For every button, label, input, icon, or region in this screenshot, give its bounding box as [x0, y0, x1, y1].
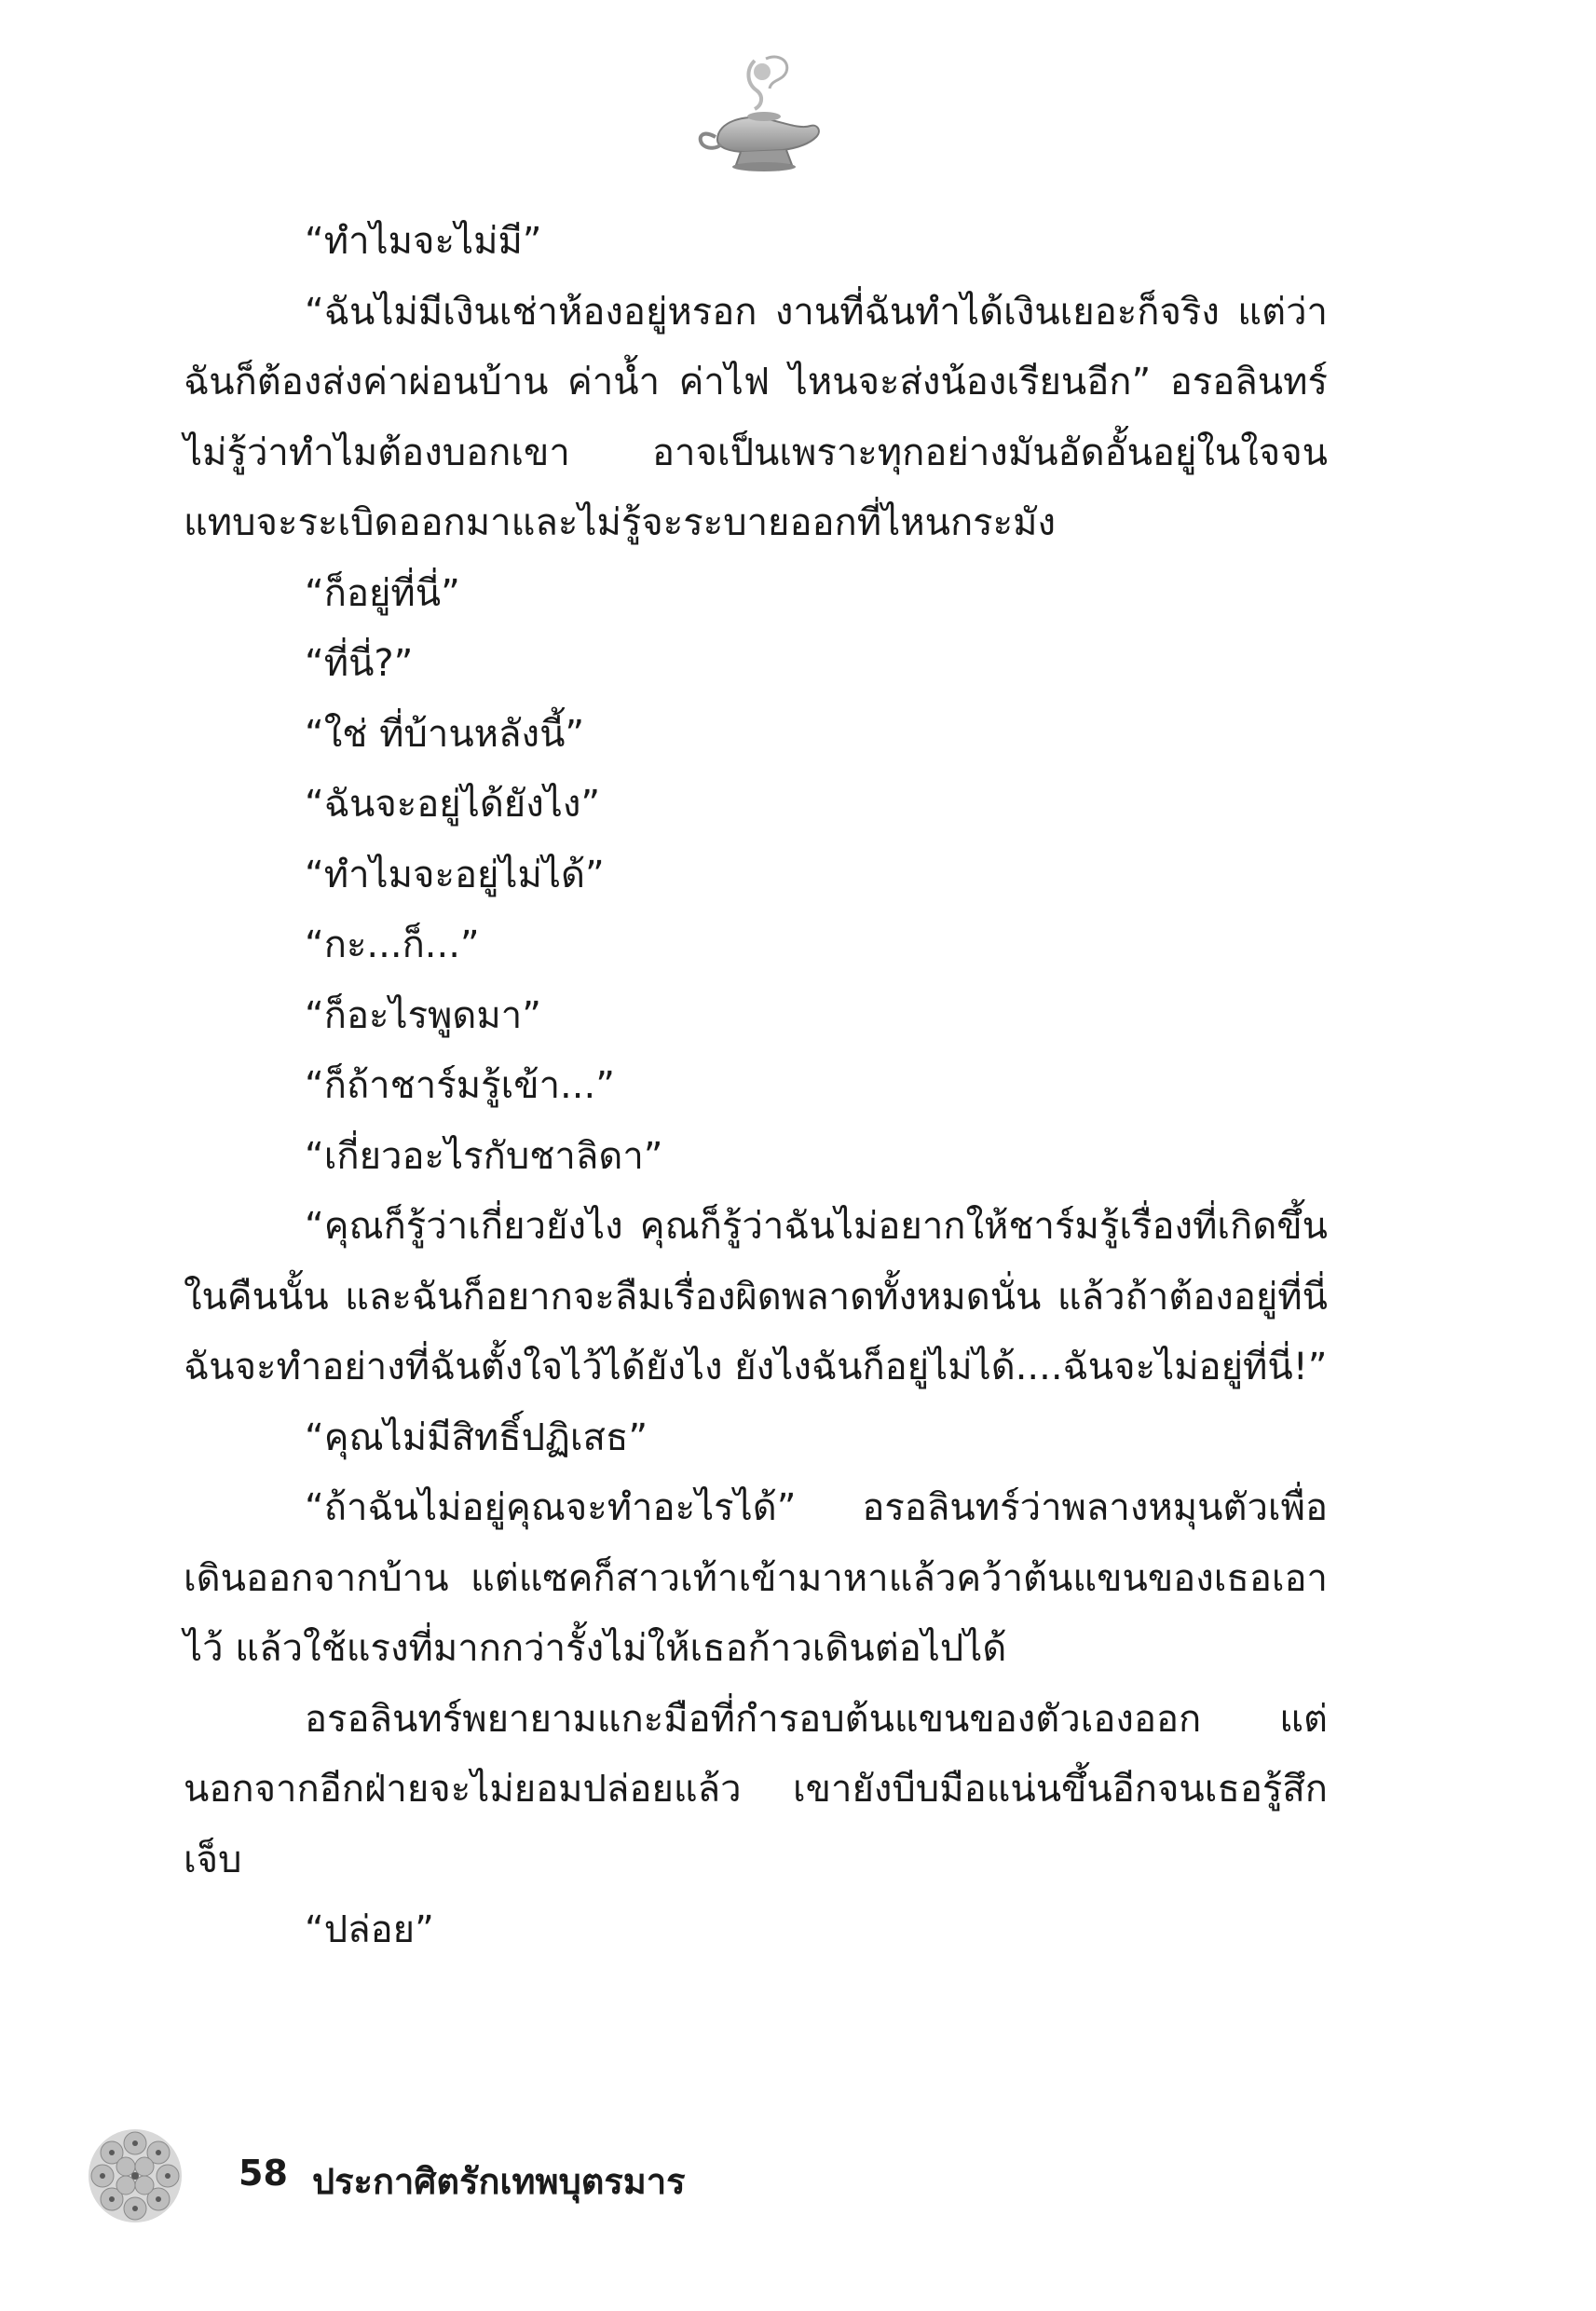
paragraph: “ถ้าฉันไม่อยู่คุณจะทำอะไรได้” อรอลินทร์ว่าพลางหมุนตัวเพื่อเดินออกจากบ้าน แต่แซคก็สาวเท้าเข้ามาหาแล้วคว้าต้นแขนของเธอเอาไว้ แล้วใช้แรงที่มากกว่ารั้งไม่ให้เธอก้าวเดินต่อไปได้ — [184, 1486, 1328, 1670]
flower-icon — [75, 2115, 196, 2236]
paragraph: “คุณไม่มีสิทธิ์ปฏิเสธ” — [305, 1415, 648, 1459]
paragraph: “ฉันไม่มีเงินเช่าห้องอยู่หรอก งานที่ฉันทำได้เงินเยอะก็จริง แต่ว่าฉันก็ต้องส่งค่าผ่อนบ้าน ค่าน้ำ ค่าไฟ ไหนจะส่งน้องเรียนอีก” อรอลินทร์ไม่รู้ว่าทำไมต้องบอกเขา อาจเป็นเพราะทุกอย่างมันอัดอั้นอยู่ในใจจนแทบจะระเบิดออกมาและไม่รู้จะระบายออกที่ไหนกระมัง — [184, 290, 1328, 544]
paragraph: “ก็อะไรพูดมา” — [305, 993, 541, 1037]
book-title: ประกาศิตรักเทพบุตรมาร — [312, 2161, 686, 2202]
paragraph: “กะ...ก็...” — [305, 923, 480, 966]
paragraph: อรอลินทร์พยายามแกะมือที่กำรอบต้นแขนของตัวเองออก แต่นอกจากอีกฝ่ายจะไม่ยอมปล่อยแล้ว เขายังบีบมือแน่นขึ้นอีกจนเธอรู้สึกเจ็บ — [184, 1697, 1328, 1881]
paragraph: “ทำไมจะอยู่ไม่ได้” — [305, 853, 605, 896]
paragraph: “ปล่อย” — [305, 1908, 434, 1951]
paragraph: “ฉันจะอยู่ได้ยังไง” — [305, 783, 601, 826]
genie-lamp-icon — [689, 51, 829, 182]
page-number: 58 — [239, 2153, 288, 2194]
paragraph: “คุณก็รู้ว่าเกี่ยวยังไง คุณก็รู้ว่าฉันไม่อยากให้ชาร์มรู้เรื่องที่เกิดขึ้นในคืนนั้น และฉันก็อยากจะลืมเรื่องผิดพลาดทั้งหมดนั่น แล้วถ้าต้องอยู่ที่นี่ฉันจะทำอย่างที่ฉันตั้งใจไว้ได้ยังไง ยังไงฉันก็อยู่ไม่ได้....ฉันจะไม่อยู่ที่นี่!” — [184, 1205, 1328, 1388]
paragraph: “เกี่ยวอะไรกับชาลิดา” — [305, 1134, 663, 1178]
paragraph: “ทำไมจะไม่มี” — [305, 220, 542, 263]
paragraph: “ก็อยู่ที่นี่” — [305, 571, 460, 615]
paragraph: “ใช่ ที่บ้านหลังนี้” — [305, 712, 585, 756]
paragraph: “ก็ถ้าชาร์มรู้เข้า...” — [305, 1064, 615, 1107]
paragraph: “ที่นี่?” — [305, 642, 414, 685]
page-footer — [75, 2115, 727, 2236]
chapter-text — [184, 207, 1328, 1966]
